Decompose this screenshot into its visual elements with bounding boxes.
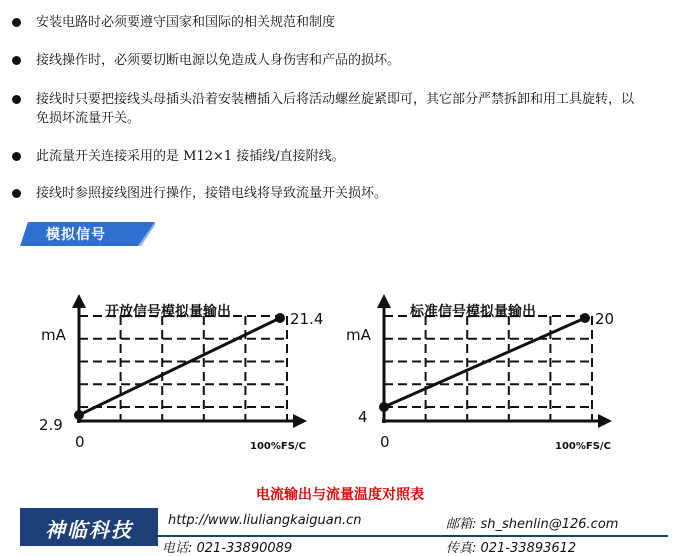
- series-line: [79, 318, 280, 415]
- y-axis-arrow-icon: [72, 294, 86, 308]
- email-text: 邮箱: sh_shenlin@126.com: [446, 517, 619, 532]
- data-point-start: [74, 410, 84, 420]
- x-axis-arrow-icon: [293, 414, 307, 428]
- end-value-label: 21.4: [290, 310, 324, 328]
- data-point-end: [580, 313, 590, 323]
- x-end-label: 100%FS/C: [250, 441, 306, 452]
- bullet-icon: [12, 56, 21, 65]
- x-origin-label: 0: [380, 433, 390, 451]
- note-text: 接线时只要把接线头母插头沿着安装槽插入后将活动螺丝旋紧即可，其它部分严禁拆卸和用工具旋转，以免损坏流量开关。: [36, 92, 635, 126]
- chart-title: 标准信号模拟量输出: [410, 304, 536, 320]
- chart-standard-signal: [340, 290, 640, 470]
- y-axis-label: mA: [41, 326, 66, 344]
- end-value-label: 20: [595, 310, 615, 328]
- section-title: 模拟信号: [46, 227, 106, 243]
- start-value-label: 4: [358, 408, 368, 426]
- x-origin-label: 0: [75, 433, 85, 451]
- note-text: 接线操作时，必须要切断电源以免造成人身伤害和产品的损坏。: [36, 53, 401, 68]
- x-axis-arrow-icon: [598, 414, 612, 428]
- y-axis-arrow-icon: [377, 294, 391, 308]
- y-axis-label: mA: [346, 326, 371, 344]
- chart-title: 开放信号模拟量输出: [105, 304, 231, 320]
- fax-text: 传真: 021-33893612: [446, 541, 577, 556]
- data-point-start: [379, 402, 389, 412]
- x-end-label: 100%FS/C: [555, 441, 611, 452]
- chart-caption: 电流输出与流量温度对照表: [256, 487, 424, 503]
- bullet-icon: [12, 95, 21, 104]
- start-value-label: 2.9: [39, 416, 63, 434]
- note-text: 接线时参照接线图进行操作，接错电线将导致流量开关损坏。: [36, 186, 388, 201]
- bullet-icon: [12, 18, 21, 27]
- section-tab: [20, 222, 155, 246]
- note-text: 此流量开关连接采用的是 M12×1 接插线/直接附线。: [36, 149, 345, 164]
- note-text: 安装电路时必须要遵守国家和国际的相关规范和制度: [36, 15, 336, 30]
- chart-open-signal: [35, 290, 335, 470]
- bullet-icon: [12, 189, 21, 198]
- footer: [0, 508, 680, 556]
- phone-text: 电话: 021-33890089: [162, 541, 293, 556]
- website-link[interactable]: http://www.liuliangkaiguan.cn: [168, 513, 362, 528]
- bullet-icon: [12, 152, 21, 161]
- data-point-end: [275, 313, 285, 323]
- company-logo: [20, 508, 158, 546]
- logo-text: 神临科技: [45, 518, 133, 542]
